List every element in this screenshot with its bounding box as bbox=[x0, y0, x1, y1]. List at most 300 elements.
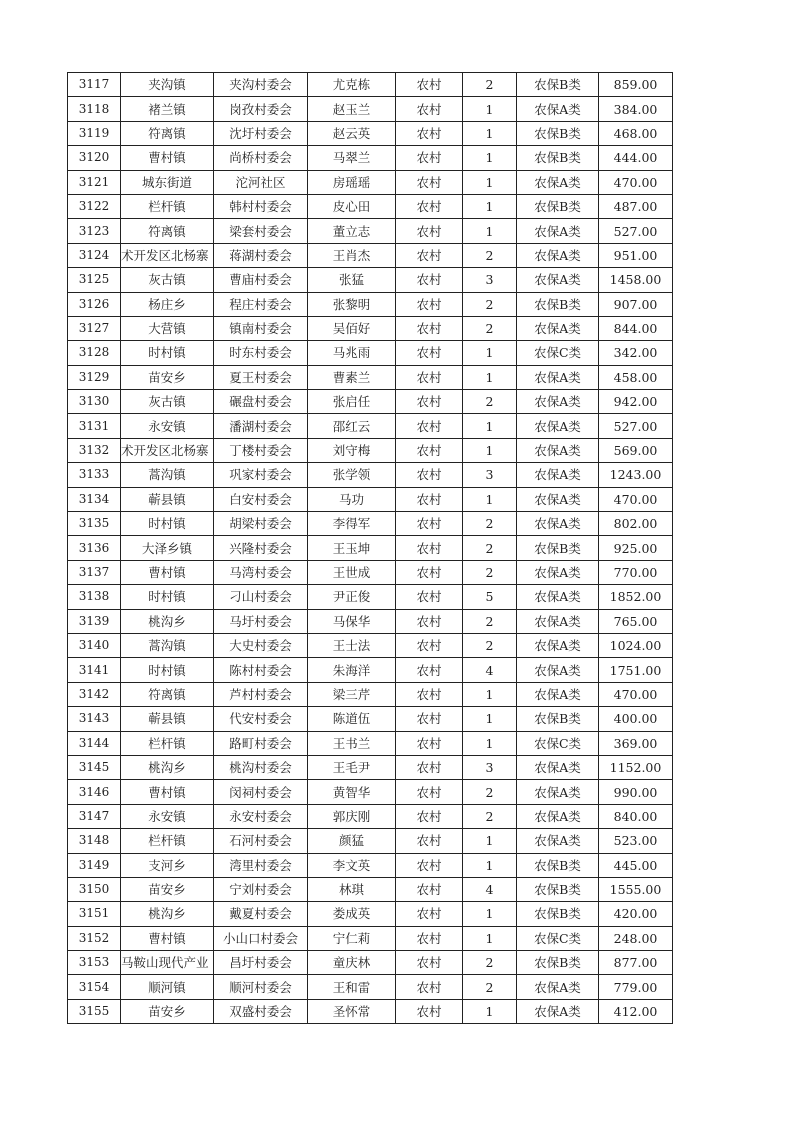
amount-cell: 1243.00 bbox=[599, 463, 673, 487]
name-cell: 曹素兰 bbox=[308, 365, 396, 389]
table-body bbox=[68, 73, 673, 1024]
amount-cell: 779.00 bbox=[599, 975, 673, 999]
row-number-cell: 3139 bbox=[68, 609, 121, 633]
row-number-cell: 3118 bbox=[68, 97, 121, 121]
family-size-cell: 5 bbox=[463, 585, 517, 609]
household-type-cell: 农村 bbox=[396, 194, 463, 218]
village-committee-cell: 芦村村委会 bbox=[214, 682, 308, 706]
family-size-cell: 2 bbox=[463, 780, 517, 804]
row-number-cell: 3132 bbox=[68, 438, 121, 462]
village-committee-cell: 胡梁村委会 bbox=[214, 512, 308, 536]
amount-cell: 770.00 bbox=[599, 560, 673, 584]
village-committee-cell: 永安村委会 bbox=[214, 804, 308, 828]
amount-cell: 527.00 bbox=[599, 219, 673, 243]
name-cell: 张学领 bbox=[308, 463, 396, 487]
amount-cell: 470.00 bbox=[599, 682, 673, 706]
row-number-cell: 3151 bbox=[68, 902, 121, 926]
insurance-category-cell: 农保A类 bbox=[517, 365, 599, 389]
town-cell: 灰古镇 bbox=[121, 268, 214, 292]
family-size-cell: 1 bbox=[463, 902, 517, 926]
household-type-cell: 农村 bbox=[396, 487, 463, 511]
household-type-cell: 农村 bbox=[396, 463, 463, 487]
household-type-cell: 农村 bbox=[396, 804, 463, 828]
insurance-category-cell: 农保A类 bbox=[517, 999, 599, 1023]
amount-cell: 1852.00 bbox=[599, 585, 673, 609]
family-size-cell: 1 bbox=[463, 438, 517, 462]
name-cell: 宁仁莉 bbox=[308, 926, 396, 950]
insurance-category-cell: 农保A类 bbox=[517, 609, 599, 633]
family-size-cell: 1 bbox=[463, 999, 517, 1023]
table-row bbox=[68, 975, 673, 999]
family-size-cell: 2 bbox=[463, 512, 517, 536]
amount-cell: 342.00 bbox=[599, 341, 673, 365]
village-committee-cell: 镇南村委会 bbox=[214, 316, 308, 340]
table-row bbox=[68, 292, 673, 316]
table-row bbox=[68, 97, 673, 121]
name-cell: 郭庆刚 bbox=[308, 804, 396, 828]
village-committee-cell: 马湾村委会 bbox=[214, 560, 308, 584]
village-committee-cell: 闵祠村委会 bbox=[214, 780, 308, 804]
insurance-category-cell: 农保B类 bbox=[517, 951, 599, 975]
household-type-cell: 农村 bbox=[396, 512, 463, 536]
row-number-cell: 3119 bbox=[68, 121, 121, 145]
family-size-cell: 2 bbox=[463, 536, 517, 560]
town-cell: 支河乡 bbox=[121, 853, 214, 877]
name-cell: 尤克栋 bbox=[308, 73, 396, 97]
row-number-cell: 3123 bbox=[68, 219, 121, 243]
row-number-cell: 3125 bbox=[68, 268, 121, 292]
household-type-cell: 农村 bbox=[396, 146, 463, 170]
row-number-cell: 3128 bbox=[68, 341, 121, 365]
row-number-cell: 3134 bbox=[68, 487, 121, 511]
family-size-cell: 1 bbox=[463, 170, 517, 194]
insurance-category-cell: 农保A类 bbox=[517, 390, 599, 414]
village-committee-cell: 沈圩村委会 bbox=[214, 121, 308, 145]
row-number-cell: 3143 bbox=[68, 707, 121, 731]
table-row bbox=[68, 755, 673, 779]
town-cell: 顺河镇 bbox=[121, 975, 214, 999]
town-cell: 灰古镇 bbox=[121, 390, 214, 414]
town-cell: 蒿沟镇 bbox=[121, 463, 214, 487]
table-row bbox=[68, 243, 673, 267]
town-cell: 桃沟乡 bbox=[121, 755, 214, 779]
town-cell: 栏杆镇 bbox=[121, 731, 214, 755]
row-number-cell: 3153 bbox=[68, 951, 121, 975]
name-cell: 赵云英 bbox=[308, 121, 396, 145]
name-cell: 颜猛 bbox=[308, 829, 396, 853]
town-cell: 蒿沟镇 bbox=[121, 633, 214, 657]
table-row bbox=[68, 536, 673, 560]
table-row bbox=[68, 951, 673, 975]
row-number-cell: 3120 bbox=[68, 146, 121, 170]
family-size-cell: 1 bbox=[463, 219, 517, 243]
family-size-cell: 1 bbox=[463, 682, 517, 706]
table-row bbox=[68, 194, 673, 218]
insurance-category-cell: 农保A类 bbox=[517, 268, 599, 292]
name-cell: 张猛 bbox=[308, 268, 396, 292]
insurance-category-cell: 农保C类 bbox=[517, 926, 599, 950]
amount-cell: 527.00 bbox=[599, 414, 673, 438]
insurance-category-cell: 农保A类 bbox=[517, 463, 599, 487]
amount-cell: 1751.00 bbox=[599, 658, 673, 682]
village-committee-cell: 大史村委会 bbox=[214, 633, 308, 657]
amount-cell: 470.00 bbox=[599, 170, 673, 194]
town-cell: 栏杆镇 bbox=[121, 194, 214, 218]
family-size-cell: 1 bbox=[463, 853, 517, 877]
insurance-category-cell: 农保A类 bbox=[517, 97, 599, 121]
amount-cell: 1024.00 bbox=[599, 633, 673, 657]
town-cell: 时村镇 bbox=[121, 341, 214, 365]
name-cell: 吴佰好 bbox=[308, 316, 396, 340]
name-cell: 王书兰 bbox=[308, 731, 396, 755]
name-cell: 王世成 bbox=[308, 560, 396, 584]
household-type-cell: 农村 bbox=[396, 170, 463, 194]
family-size-cell: 1 bbox=[463, 365, 517, 389]
table-row bbox=[68, 609, 673, 633]
town-cell: 术开发区北杨寨 bbox=[121, 438, 214, 462]
amount-cell: 1555.00 bbox=[599, 877, 673, 901]
amount-cell: 444.00 bbox=[599, 146, 673, 170]
town-cell: 永安镇 bbox=[121, 414, 214, 438]
name-cell: 邵红云 bbox=[308, 414, 396, 438]
family-size-cell: 3 bbox=[463, 463, 517, 487]
village-committee-cell: 刁山村委会 bbox=[214, 585, 308, 609]
household-type-cell: 农村 bbox=[396, 682, 463, 706]
name-cell: 王玉坤 bbox=[308, 536, 396, 560]
family-size-cell: 2 bbox=[463, 292, 517, 316]
amount-cell: 942.00 bbox=[599, 390, 673, 414]
family-size-cell: 2 bbox=[463, 951, 517, 975]
insurance-category-cell: 农保A类 bbox=[517, 560, 599, 584]
family-size-cell: 1 bbox=[463, 487, 517, 511]
row-number-cell: 3127 bbox=[68, 316, 121, 340]
row-number-cell: 3142 bbox=[68, 682, 121, 706]
table-row bbox=[68, 341, 673, 365]
village-committee-cell: 尚桥村委会 bbox=[214, 146, 308, 170]
insurance-category-cell: 农保B类 bbox=[517, 194, 599, 218]
town-cell: 大泽乡镇 bbox=[121, 536, 214, 560]
village-committee-cell: 沱河社区 bbox=[214, 170, 308, 194]
village-committee-cell: 昌圩村委会 bbox=[214, 951, 308, 975]
name-cell: 赵玉兰 bbox=[308, 97, 396, 121]
table-row bbox=[68, 73, 673, 97]
row-number-cell: 3148 bbox=[68, 829, 121, 853]
row-number-cell: 3135 bbox=[68, 512, 121, 536]
amount-cell: 248.00 bbox=[599, 926, 673, 950]
insurance-category-cell: 农保A类 bbox=[517, 170, 599, 194]
insurance-category-cell: 农保B类 bbox=[517, 707, 599, 731]
table-row bbox=[68, 902, 673, 926]
town-cell: 大营镇 bbox=[121, 316, 214, 340]
family-size-cell: 2 bbox=[463, 560, 517, 584]
household-type-cell: 农村 bbox=[396, 902, 463, 926]
row-number-cell: 3117 bbox=[68, 73, 121, 97]
table-row bbox=[68, 999, 673, 1023]
household-type-cell: 农村 bbox=[396, 755, 463, 779]
amount-cell: 445.00 bbox=[599, 853, 673, 877]
family-size-cell: 4 bbox=[463, 658, 517, 682]
amount-cell: 1152.00 bbox=[599, 755, 673, 779]
family-size-cell: 1 bbox=[463, 731, 517, 755]
name-cell: 马保华 bbox=[308, 609, 396, 633]
family-size-cell: 2 bbox=[463, 633, 517, 657]
household-type-cell: 农村 bbox=[396, 951, 463, 975]
town-cell: 夹沟镇 bbox=[121, 73, 214, 97]
name-cell: 房瑶瑶 bbox=[308, 170, 396, 194]
insurance-category-cell: 农保A类 bbox=[517, 219, 599, 243]
family-size-cell: 2 bbox=[463, 316, 517, 340]
row-number-cell: 3131 bbox=[68, 414, 121, 438]
household-type-cell: 农村 bbox=[396, 780, 463, 804]
table-row bbox=[68, 853, 673, 877]
row-number-cell: 3150 bbox=[68, 877, 121, 901]
table-row bbox=[68, 170, 673, 194]
amount-cell: 400.00 bbox=[599, 707, 673, 731]
table-row bbox=[68, 219, 673, 243]
family-size-cell: 4 bbox=[463, 877, 517, 901]
name-cell: 李文英 bbox=[308, 853, 396, 877]
village-committee-cell: 巩家村委会 bbox=[214, 463, 308, 487]
village-committee-cell: 韩村村委会 bbox=[214, 194, 308, 218]
insurance-category-cell: 农保B类 bbox=[517, 292, 599, 316]
table-row bbox=[68, 365, 673, 389]
household-type-cell: 农村 bbox=[396, 560, 463, 584]
name-cell: 童庆林 bbox=[308, 951, 396, 975]
insurance-category-cell: 农保A类 bbox=[517, 682, 599, 706]
row-number-cell: 3155 bbox=[68, 999, 121, 1023]
family-size-cell: 2 bbox=[463, 243, 517, 267]
insurance-category-cell: 农保A类 bbox=[517, 829, 599, 853]
town-cell: 苗安乡 bbox=[121, 999, 214, 1023]
amount-cell: 907.00 bbox=[599, 292, 673, 316]
village-committee-cell: 桃沟村委会 bbox=[214, 755, 308, 779]
family-size-cell: 1 bbox=[463, 194, 517, 218]
family-size-cell: 2 bbox=[463, 804, 517, 828]
insurance-category-cell: 农保A类 bbox=[517, 585, 599, 609]
row-number-cell: 3138 bbox=[68, 585, 121, 609]
table-row bbox=[68, 658, 673, 682]
name-cell: 王毛尹 bbox=[308, 755, 396, 779]
household-type-cell: 农村 bbox=[396, 853, 463, 877]
household-type-cell: 农村 bbox=[396, 658, 463, 682]
table-row bbox=[68, 121, 673, 145]
household-type-cell: 农村 bbox=[396, 390, 463, 414]
town-cell: 符离镇 bbox=[121, 219, 214, 243]
town-cell: 苗安乡 bbox=[121, 365, 214, 389]
household-type-cell: 农村 bbox=[396, 926, 463, 950]
row-number-cell: 3152 bbox=[68, 926, 121, 950]
village-committee-cell: 代安村委会 bbox=[214, 707, 308, 731]
amount-cell: 470.00 bbox=[599, 487, 673, 511]
amount-cell: 1458.00 bbox=[599, 268, 673, 292]
village-committee-cell: 潘湖村委会 bbox=[214, 414, 308, 438]
insurance-category-cell: 农保B类 bbox=[517, 73, 599, 97]
row-number-cell: 3149 bbox=[68, 853, 121, 877]
household-type-cell: 农村 bbox=[396, 633, 463, 657]
row-number-cell: 3145 bbox=[68, 755, 121, 779]
insurance-category-cell: 农保A类 bbox=[517, 755, 599, 779]
row-number-cell: 3140 bbox=[68, 633, 121, 657]
village-committee-cell: 湾里村委会 bbox=[214, 853, 308, 877]
row-number-cell: 3147 bbox=[68, 804, 121, 828]
table-row bbox=[68, 877, 673, 901]
household-type-cell: 农村 bbox=[396, 731, 463, 755]
family-size-cell: 2 bbox=[463, 975, 517, 999]
row-number-cell: 3129 bbox=[68, 365, 121, 389]
household-type-cell: 农村 bbox=[396, 341, 463, 365]
town-cell: 栏杆镇 bbox=[121, 829, 214, 853]
amount-cell: 802.00 bbox=[599, 512, 673, 536]
family-size-cell: 1 bbox=[463, 341, 517, 365]
insurance-category-cell: 农保A类 bbox=[517, 633, 599, 657]
household-type-cell: 农村 bbox=[396, 316, 463, 340]
town-cell: 蕲县镇 bbox=[121, 707, 214, 731]
household-type-cell: 农村 bbox=[396, 585, 463, 609]
table-row bbox=[68, 804, 673, 828]
household-type-cell: 农村 bbox=[396, 438, 463, 462]
family-size-cell: 2 bbox=[463, 609, 517, 633]
town-cell: 曹村镇 bbox=[121, 780, 214, 804]
row-number-cell: 3133 bbox=[68, 463, 121, 487]
amount-cell: 420.00 bbox=[599, 902, 673, 926]
town-cell: 曹村镇 bbox=[121, 926, 214, 950]
town-cell: 曹村镇 bbox=[121, 146, 214, 170]
household-type-cell: 农村 bbox=[396, 999, 463, 1023]
family-size-cell: 2 bbox=[463, 390, 517, 414]
town-cell: 永安镇 bbox=[121, 804, 214, 828]
village-committee-cell: 兴隆村委会 bbox=[214, 536, 308, 560]
name-cell: 董立志 bbox=[308, 219, 396, 243]
amount-cell: 990.00 bbox=[599, 780, 673, 804]
household-type-cell: 农村 bbox=[396, 121, 463, 145]
name-cell: 梁三芹 bbox=[308, 682, 396, 706]
amount-cell: 859.00 bbox=[599, 73, 673, 97]
insurance-category-cell: 农保B类 bbox=[517, 877, 599, 901]
village-committee-cell: 岗孜村委会 bbox=[214, 97, 308, 121]
family-size-cell: 1 bbox=[463, 926, 517, 950]
table-row bbox=[68, 926, 673, 950]
row-number-cell: 3137 bbox=[68, 560, 121, 584]
table-row bbox=[68, 560, 673, 584]
row-number-cell: 3154 bbox=[68, 975, 121, 999]
table-row bbox=[68, 731, 673, 755]
household-type-cell: 农村 bbox=[396, 97, 463, 121]
table-row bbox=[68, 487, 673, 511]
town-cell: 蕲县镇 bbox=[121, 487, 214, 511]
town-cell: 桃沟乡 bbox=[121, 902, 214, 926]
insurance-category-cell: 农保A类 bbox=[517, 487, 599, 511]
insurance-category-cell: 农保A类 bbox=[517, 658, 599, 682]
town-cell: 时村镇 bbox=[121, 512, 214, 536]
name-cell: 张启任 bbox=[308, 390, 396, 414]
name-cell: 张黎明 bbox=[308, 292, 396, 316]
amount-cell: 384.00 bbox=[599, 97, 673, 121]
amount-cell: 412.00 bbox=[599, 999, 673, 1023]
village-committee-cell: 丁楼村委会 bbox=[214, 438, 308, 462]
amount-cell: 844.00 bbox=[599, 316, 673, 340]
amount-cell: 765.00 bbox=[599, 609, 673, 633]
town-cell: 马鞍山现代产业 bbox=[121, 951, 214, 975]
village-committee-cell: 夹沟村委会 bbox=[214, 73, 308, 97]
table-row bbox=[68, 414, 673, 438]
family-size-cell: 1 bbox=[463, 97, 517, 121]
name-cell: 皮心田 bbox=[308, 194, 396, 218]
row-number-cell: 3126 bbox=[68, 292, 121, 316]
village-committee-cell: 程庄村委会 bbox=[214, 292, 308, 316]
insurance-category-cell: 农保A类 bbox=[517, 316, 599, 340]
row-number-cell: 3144 bbox=[68, 731, 121, 755]
household-type-cell: 农村 bbox=[396, 365, 463, 389]
name-cell: 马翠兰 bbox=[308, 146, 396, 170]
household-type-cell: 农村 bbox=[396, 243, 463, 267]
family-size-cell: 2 bbox=[463, 73, 517, 97]
name-cell: 刘守梅 bbox=[308, 438, 396, 462]
name-cell: 李得军 bbox=[308, 512, 396, 536]
name-cell: 林琪 bbox=[308, 877, 396, 901]
name-cell: 马兆雨 bbox=[308, 341, 396, 365]
row-number-cell: 3146 bbox=[68, 780, 121, 804]
village-committee-cell: 时东村委会 bbox=[214, 341, 308, 365]
table-row bbox=[68, 633, 673, 657]
household-type-cell: 农村 bbox=[396, 73, 463, 97]
name-cell: 王和雷 bbox=[308, 975, 396, 999]
relief-recipients-table bbox=[67, 72, 673, 1024]
village-committee-cell: 梁套村委会 bbox=[214, 219, 308, 243]
village-committee-cell: 宁刘村委会 bbox=[214, 877, 308, 901]
family-size-cell: 1 bbox=[463, 146, 517, 170]
insurance-category-cell: 农保B类 bbox=[517, 536, 599, 560]
village-committee-cell: 路町村委会 bbox=[214, 731, 308, 755]
insurance-category-cell: 农保A类 bbox=[517, 975, 599, 999]
name-cell: 朱海洋 bbox=[308, 658, 396, 682]
table-row bbox=[68, 268, 673, 292]
family-size-cell: 1 bbox=[463, 707, 517, 731]
amount-cell: 840.00 bbox=[599, 804, 673, 828]
family-size-cell: 1 bbox=[463, 121, 517, 145]
insurance-category-cell: 农保A类 bbox=[517, 512, 599, 536]
village-committee-cell: 双盛村委会 bbox=[214, 999, 308, 1023]
name-cell: 圣怀常 bbox=[308, 999, 396, 1023]
table-row bbox=[68, 390, 673, 414]
town-cell: 时村镇 bbox=[121, 658, 214, 682]
town-cell: 杨庄乡 bbox=[121, 292, 214, 316]
village-committee-cell: 白安村委会 bbox=[214, 487, 308, 511]
town-cell: 符离镇 bbox=[121, 682, 214, 706]
insurance-category-cell: 农保A类 bbox=[517, 804, 599, 828]
name-cell: 陈道伍 bbox=[308, 707, 396, 731]
village-committee-cell: 顺河村委会 bbox=[214, 975, 308, 999]
family-size-cell: 3 bbox=[463, 268, 517, 292]
village-committee-cell: 戴夏村委会 bbox=[214, 902, 308, 926]
insurance-category-cell: 农保B类 bbox=[517, 853, 599, 877]
amount-cell: 458.00 bbox=[599, 365, 673, 389]
name-cell: 娄成英 bbox=[308, 902, 396, 926]
name-cell: 尹正俊 bbox=[308, 585, 396, 609]
household-type-cell: 农村 bbox=[396, 829, 463, 853]
village-committee-cell: 曹庙村委会 bbox=[214, 268, 308, 292]
table-row bbox=[68, 146, 673, 170]
row-number-cell: 3130 bbox=[68, 390, 121, 414]
village-committee-cell: 陈村村委会 bbox=[214, 658, 308, 682]
insurance-category-cell: 农保B类 bbox=[517, 902, 599, 926]
village-committee-cell: 小山口村委会 bbox=[214, 926, 308, 950]
village-committee-cell: 碾盘村委会 bbox=[214, 390, 308, 414]
village-committee-cell: 夏王村委会 bbox=[214, 365, 308, 389]
amount-cell: 523.00 bbox=[599, 829, 673, 853]
insurance-category-cell: 农保A类 bbox=[517, 243, 599, 267]
town-cell: 曹村镇 bbox=[121, 560, 214, 584]
table-row bbox=[68, 585, 673, 609]
